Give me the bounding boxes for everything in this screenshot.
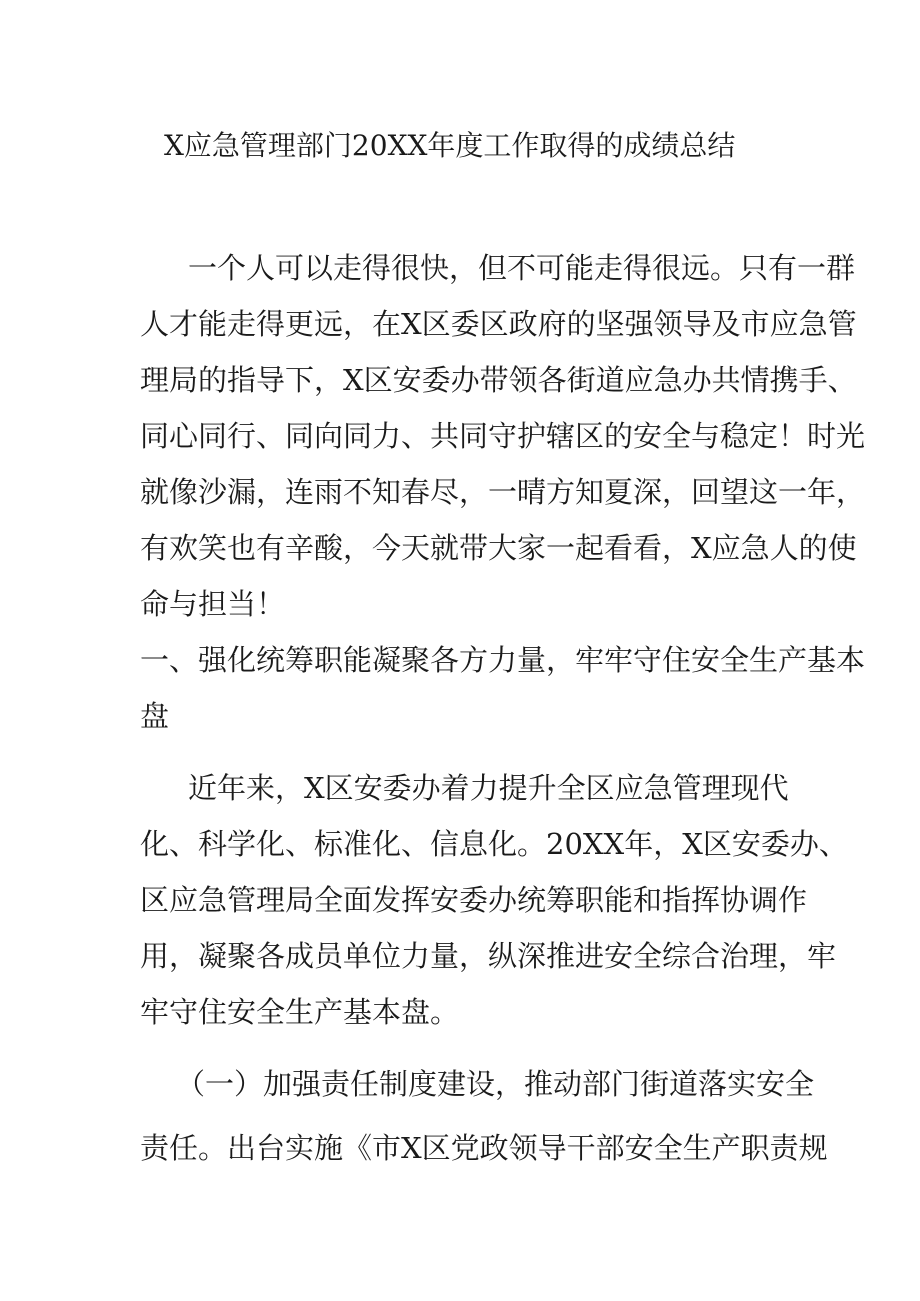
- intro-line-1: 一个人可以走得很快，但不可能走得很远。只有一群: [188, 251, 856, 285]
- intro-line-7: 命与担当！: [140, 587, 286, 621]
- intro-line-6: 有欢笑也有辛酸，今天就带大家一起看看，X应急人的使: [140, 531, 857, 565]
- intro-line-5: 就像沙漏，连雨不知春尽，一晴方知夏深，回望这一年，: [140, 475, 866, 509]
- subsection-1-line-1: （一）加强责任制度建设，推动部门街道落实安全: [176, 1067, 815, 1101]
- section-1-body-line-1: 近年来，X区安委办着力提升全区应急管理现代: [188, 771, 789, 805]
- intro-line-4: 同心同行、同向同力、共同守护辖区的安全与稳定！时光: [140, 419, 866, 453]
- intro-line-2: 人才能走得更远，在X区委区政府的坚强领导及市应急管: [140, 307, 857, 341]
- intro-line-3: 理局的指导下，X区安委办带领各街道应急办共情携手、: [140, 363, 857, 397]
- section-1-heading-line-2: 盘: [140, 699, 170, 733]
- section-1-body-line-2: 化、科学化、标准化、信息化。20XX年，X区安委办、: [140, 827, 848, 861]
- section-1-body-line-4: 用，凝聚各成员单位力量，纵深推进安全综合治理，牢: [140, 939, 837, 973]
- section-1-body-line-3: 区应急管理局全面发挥安委办统筹职能和指挥协调作: [140, 883, 808, 917]
- subsection-1-line-2: 责任。出台实施《市X区党政领导干部安全生产职责规: [140, 1131, 828, 1165]
- section-1-body-line-5: 牢守住安全生产基本盘。: [140, 995, 460, 1029]
- section-1-heading-line-1: 一、强化统筹职能凝聚各方力量，牢牢守住安全生产基本: [140, 643, 866, 677]
- document-title: X应急管理部门20XX年度工作取得的成绩总结: [164, 129, 736, 162]
